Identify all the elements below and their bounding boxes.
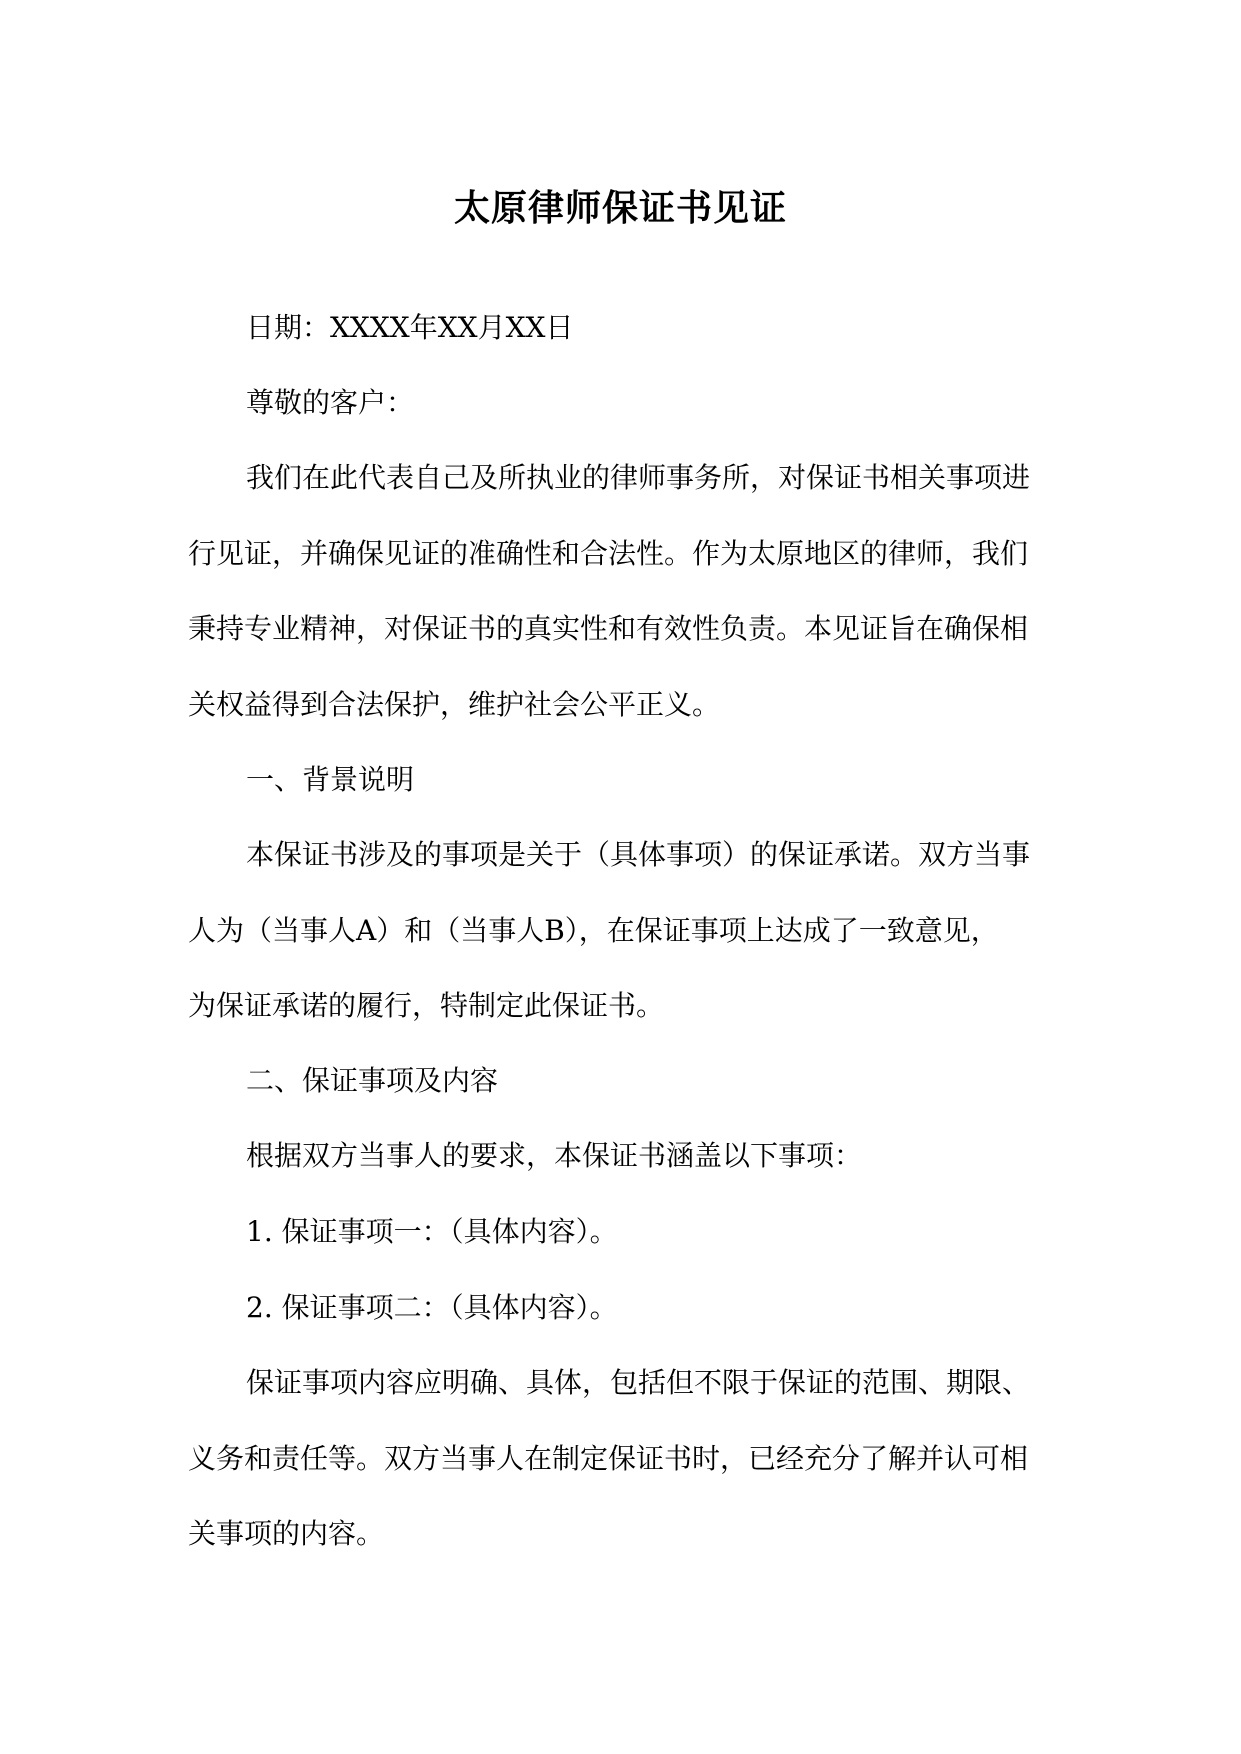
section1-paragraph: [188, 817, 1068, 1044]
date-line: 日期：XXXX年XX月XX日: [246, 311, 574, 344]
paragraph-line: 秉持专业精神，对保证书的真实性和有效性负责。本见证旨在确保相: [188, 612, 1029, 645]
list-item: 2. 保证事项二：（具体内容）。: [246, 1290, 618, 1324]
paragraph-line: 保证事项内容应明确、具体，包括但不限于保证的范围、期限、: [246, 1366, 1031, 1399]
paragraph-line: 关权益得到合法保护，维护社会公平正义。: [188, 687, 721, 721]
section-intro: 根据双方当事人的要求，本保证书涵盖以下事项：: [246, 1139, 863, 1172]
section-heading: 二、保证事项及内容: [246, 1064, 499, 1097]
document-title: 太原律师保证书见证: [453, 187, 787, 229]
guarantee-items-list: [188, 1194, 1068, 1345]
intro-paragraph: [188, 440, 1068, 742]
list-item: 1. 保证事项一：（具体内容）。: [246, 1215, 618, 1248]
section1-heading-block: [188, 742, 1068, 818]
closing-paragraph: [188, 1345, 1068, 1572]
paragraph-line: 人为（当事人A）和（当事人B），在保证事项上达成了一致意见，: [188, 913, 999, 947]
paragraph-line: 行见证，并确保见证的准确性和合法性。作为太原地区的律师，我们: [188, 536, 1029, 570]
paragraph-line: 我们在此代表自己及所执业的律师事务所，对保证书相关事项进: [246, 461, 1031, 494]
section2-heading-block: [188, 1043, 1068, 1119]
paragraph-line: 本保证书涉及的事项是关于（具体事项）的保证承诺。双方当事: [246, 838, 1031, 871]
section-heading: 一、背景说明: [246, 763, 415, 796]
greeting: 尊敬的客户：: [246, 386, 415, 419]
paragraph-line: 关事项的内容。: [188, 1517, 385, 1550]
date-line-block: [188, 290, 1068, 366]
greeting-block: [188, 365, 1068, 441]
paragraph-line: 为保证承诺的履行，特制定此保证书。: [188, 989, 665, 1022]
section2-intro-block: [188, 1118, 1068, 1194]
paragraph-line: 义务和责任等。双方当事人在制定保证书时，已经充分了解并认可相: [188, 1441, 1029, 1475]
